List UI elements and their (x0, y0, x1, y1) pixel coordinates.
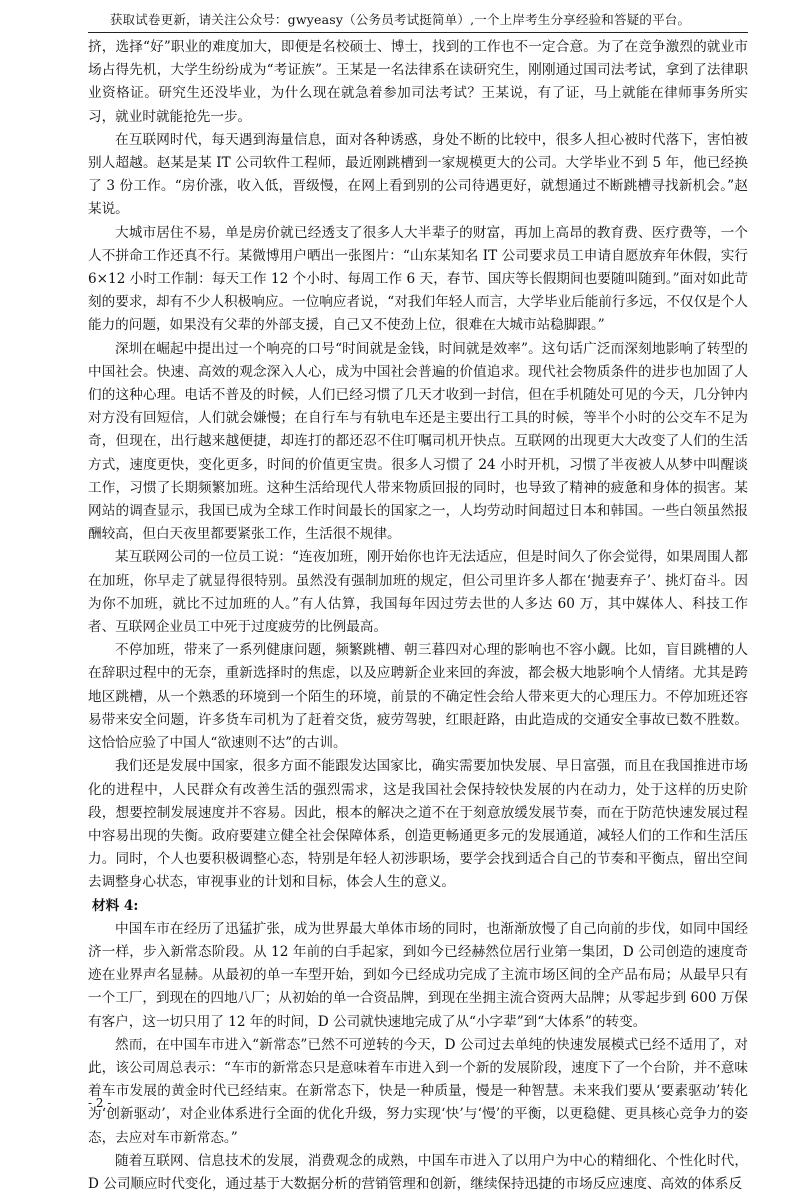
section-title: 材料 4: (92, 897, 139, 914)
paragraph: 大城市居住不易，单是房价就已经透支了很多人大半辈子的财富，再加上高昂的教育费、医疗费等，一个人不拼命工作还真不行。某微博用户晒出一张图片：“山东某知名 IT 公司要求员工申请自愿放弃年休假，实行 6×12 小时工作制：每天工作 12 个小时、每周工作 6 天，春节、国庆等长假期间也要随叫随到。”面对如此苛刻的要求，却有不少人积极响应。一位响应者说，“对我们年轻人而言，大学毕业后能前行多远，不仅仅是个人能力的问题，如果没有父辈的外部支援，自己又不使劲上位，很难在大城市站稳脚跟。” (88, 224, 748, 334)
document-body (88, 36, 748, 1196)
page-header: 获取试卷更新，请关注公众号：gwyeasy（公务员考试挺简单）,一个上岸考生分享经验和答疑的平台。 (109, 12, 691, 27)
paragraph: 不停加班，带来了一系列健康问题，频繁跳槽、朝三暮四对心理的影响也不容小觑。比如，盲目跳槽的人在辞职过程中的无奈，重新选择时的焦虑，以及应聘新企业来回的奔波，都会极大地影响个人情绪。尤其是跨地区跳槽，从一个熟悉的环境到一个陌生的环境，前景的不确定性会给人带来更大的心理压力。不停加班还容易带来安全问题，许多货车司机为了赶着交货，疲劳驾驶，红眼赶路，由此造成的交通安全事故已数不胜数。这恰恰应验了中国人“欲速则不达”的古训。 (88, 642, 748, 752)
paragraph: 在互联网时代，每天遇到海量信息，面对各种诱惑，身处不断的比较中，很多人担心被时代落下，害怕被别人超越。赵某是某 IT 公司软件工程师，最近刚跳槽到一家规模更大的公司。大学毕业不到 5 年，他已经换了 3 份工作。“房价涨，收入低，晋级慢，在网上看到别的公司待遇更好，就想通过不断跳槽寻找新机会。”赵某说。 (88, 131, 748, 218)
paragraph: 某互联网公司的一位员工说：“连夜加班，刚开始你也许无法适应，但是时间久了你会觉得，如果周围人都在加班，你早走了就显得很特别。虽然没有强制加班的规定，但公司里许多人都在‘抛妻弃子’、挑灯奋斗。因为你不加班，就比不过加班的人。”有人估算，我国每年因过劳去世的人多达 60 万，其中媒体人、科技工作者、互联网企业员工中死于过度疲劳的比例最高。 (88, 549, 748, 636)
header-rule (88, 32, 748, 33)
paragraph: 深圳在崛起中提出过一个响亮的口号“时间就是金钱，时间就是效率”。这句话广泛而深刻地影响了转型的中国社会。快速、高效的观念深入人心，成为中国社会普遍的价值追求。现代社会物质条件的进步也加固了人们的这种心理。电话不普及的时候，人们已经习惯了几天才收到一封信，但在手机随处可见的今天，几分钟内对方没有回短信，人们就会嫌慢；在自行车与有轨电车还是主要出行工具的时候，等半个小时的公交车不足为奇，但现在，出行越来越便捷，却连打的都还忍不住叮嘱司机开快点。互联网的出现更大大改变了人们的生活方式，速度更快，变化更多，时间的价值更宝贵。很多人习惯了 24 小时开机，习惯了半夜被人从梦中叫醒谈工作，习惯了长期频繁加班。这种生活给现代人带来物质回报的同时，也导致了精神的疲惫和身体的损害。某网站的调查显示，我国已成为全球工作时间最长的国家之一，人均劳动时间超过日本和韩国。一些白领虽然报酬较高，但白天夜里都要紧张工作，生活很不规律。 (88, 340, 748, 543)
paragraph-continuation: 挤，选择“好”职业的难度加大，即便是名校硕士、博士，找到的工作也不一定合意。为了在竞争激烈的就业市场占得先机，大学生纷纷成为“考证族”。王某是一名法律系在读研究生，刚刚通过国司法考试，拿到了法律职业资格证。研究生还没毕业，为什么现在就急着参加司法考试？王某说，有了证，马上就能在律师事务所实习，就业时就能抢先一步。 (88, 39, 748, 125)
paragraph: 中国车市在经历了迅猛扩张，成为世界最大单体市场的同时，也渐渐放慢了自己向前的步伐，如同中国经济一样，步入新常态阶段。从 12 年前的白手起家，到如今已经赫然位居行业第一集团，D 公司创造的速度奇迹在业界声名显赫。从最初的单一车型开始，到如今已经成功完成了主流市场区间的全产品布局；从最早只有一个工厂，到现在的四地八厂；从初始的单一合资品牌，到现在坐拥主流合资两大品牌；从零起步到 600 万保有客户，这一切只用了 12 年的时间，D 公司就快速地完成了从“小字辈”到“大体系”的转变。 (88, 920, 748, 1030)
paragraph: 我们还是发展中国家，很多方面不能跟发达国家比，确实需要加快发展、早日富强，而且在我国推进市场化的进程中，人民群众有改善生活的强烈需求，这是我国社会保持较快发展的内在动力，处于这样的历史阶段，想要控制发展速度并不容易。因此，根本的解决之道不在于刻意放缓发展节奏，而在于防范快速发展过程中容易出现的失衡。政府要建立健全社会保障体系，创造更畅通更多元的发展通道，减轻人们的工作和生活压力。同时，个人也要积极调整心态，特别是年轻人初涉职场，要学会找到适合自己的节奏和平衡点，留出空间去调整身心状态，审视事业的计划和目标，体会人生的意义。 (88, 758, 748, 891)
paragraph: 随着互联网、信息技术的发展，消费观念的成熟，中国车市进入了以用户为中心的精细化、个性化时代，D 公司顺应时代变化，通过基于大数据分析的营销管理和创新，继续保持迅捷的市场反应速度、高效的体系反 (88, 1152, 748, 1192)
paragraph: 然而，在中国车市进入“新常态”已然不可逆转的今天，D 公司过去单纯的快速发展模式已经不适用了，对此，该公司周总表示：“车市的新常态只是意味着车市进入到一个新的发展阶段，速度下了一个台阶，并不意味着车市发展的黄金时代已经结束。在新常态下，快是一种质量，慢是一种智慧。未来我们要从‘要素驱动’转化为‘创新驱动’，对企业体系进行全面的优化升级，努力实现‘快’与‘慢’的平衡，以更稳健、更具核心竞争力的姿态，去应对车市新常态。” (88, 1036, 748, 1146)
page-number: - 2 - (88, 1096, 112, 1110)
